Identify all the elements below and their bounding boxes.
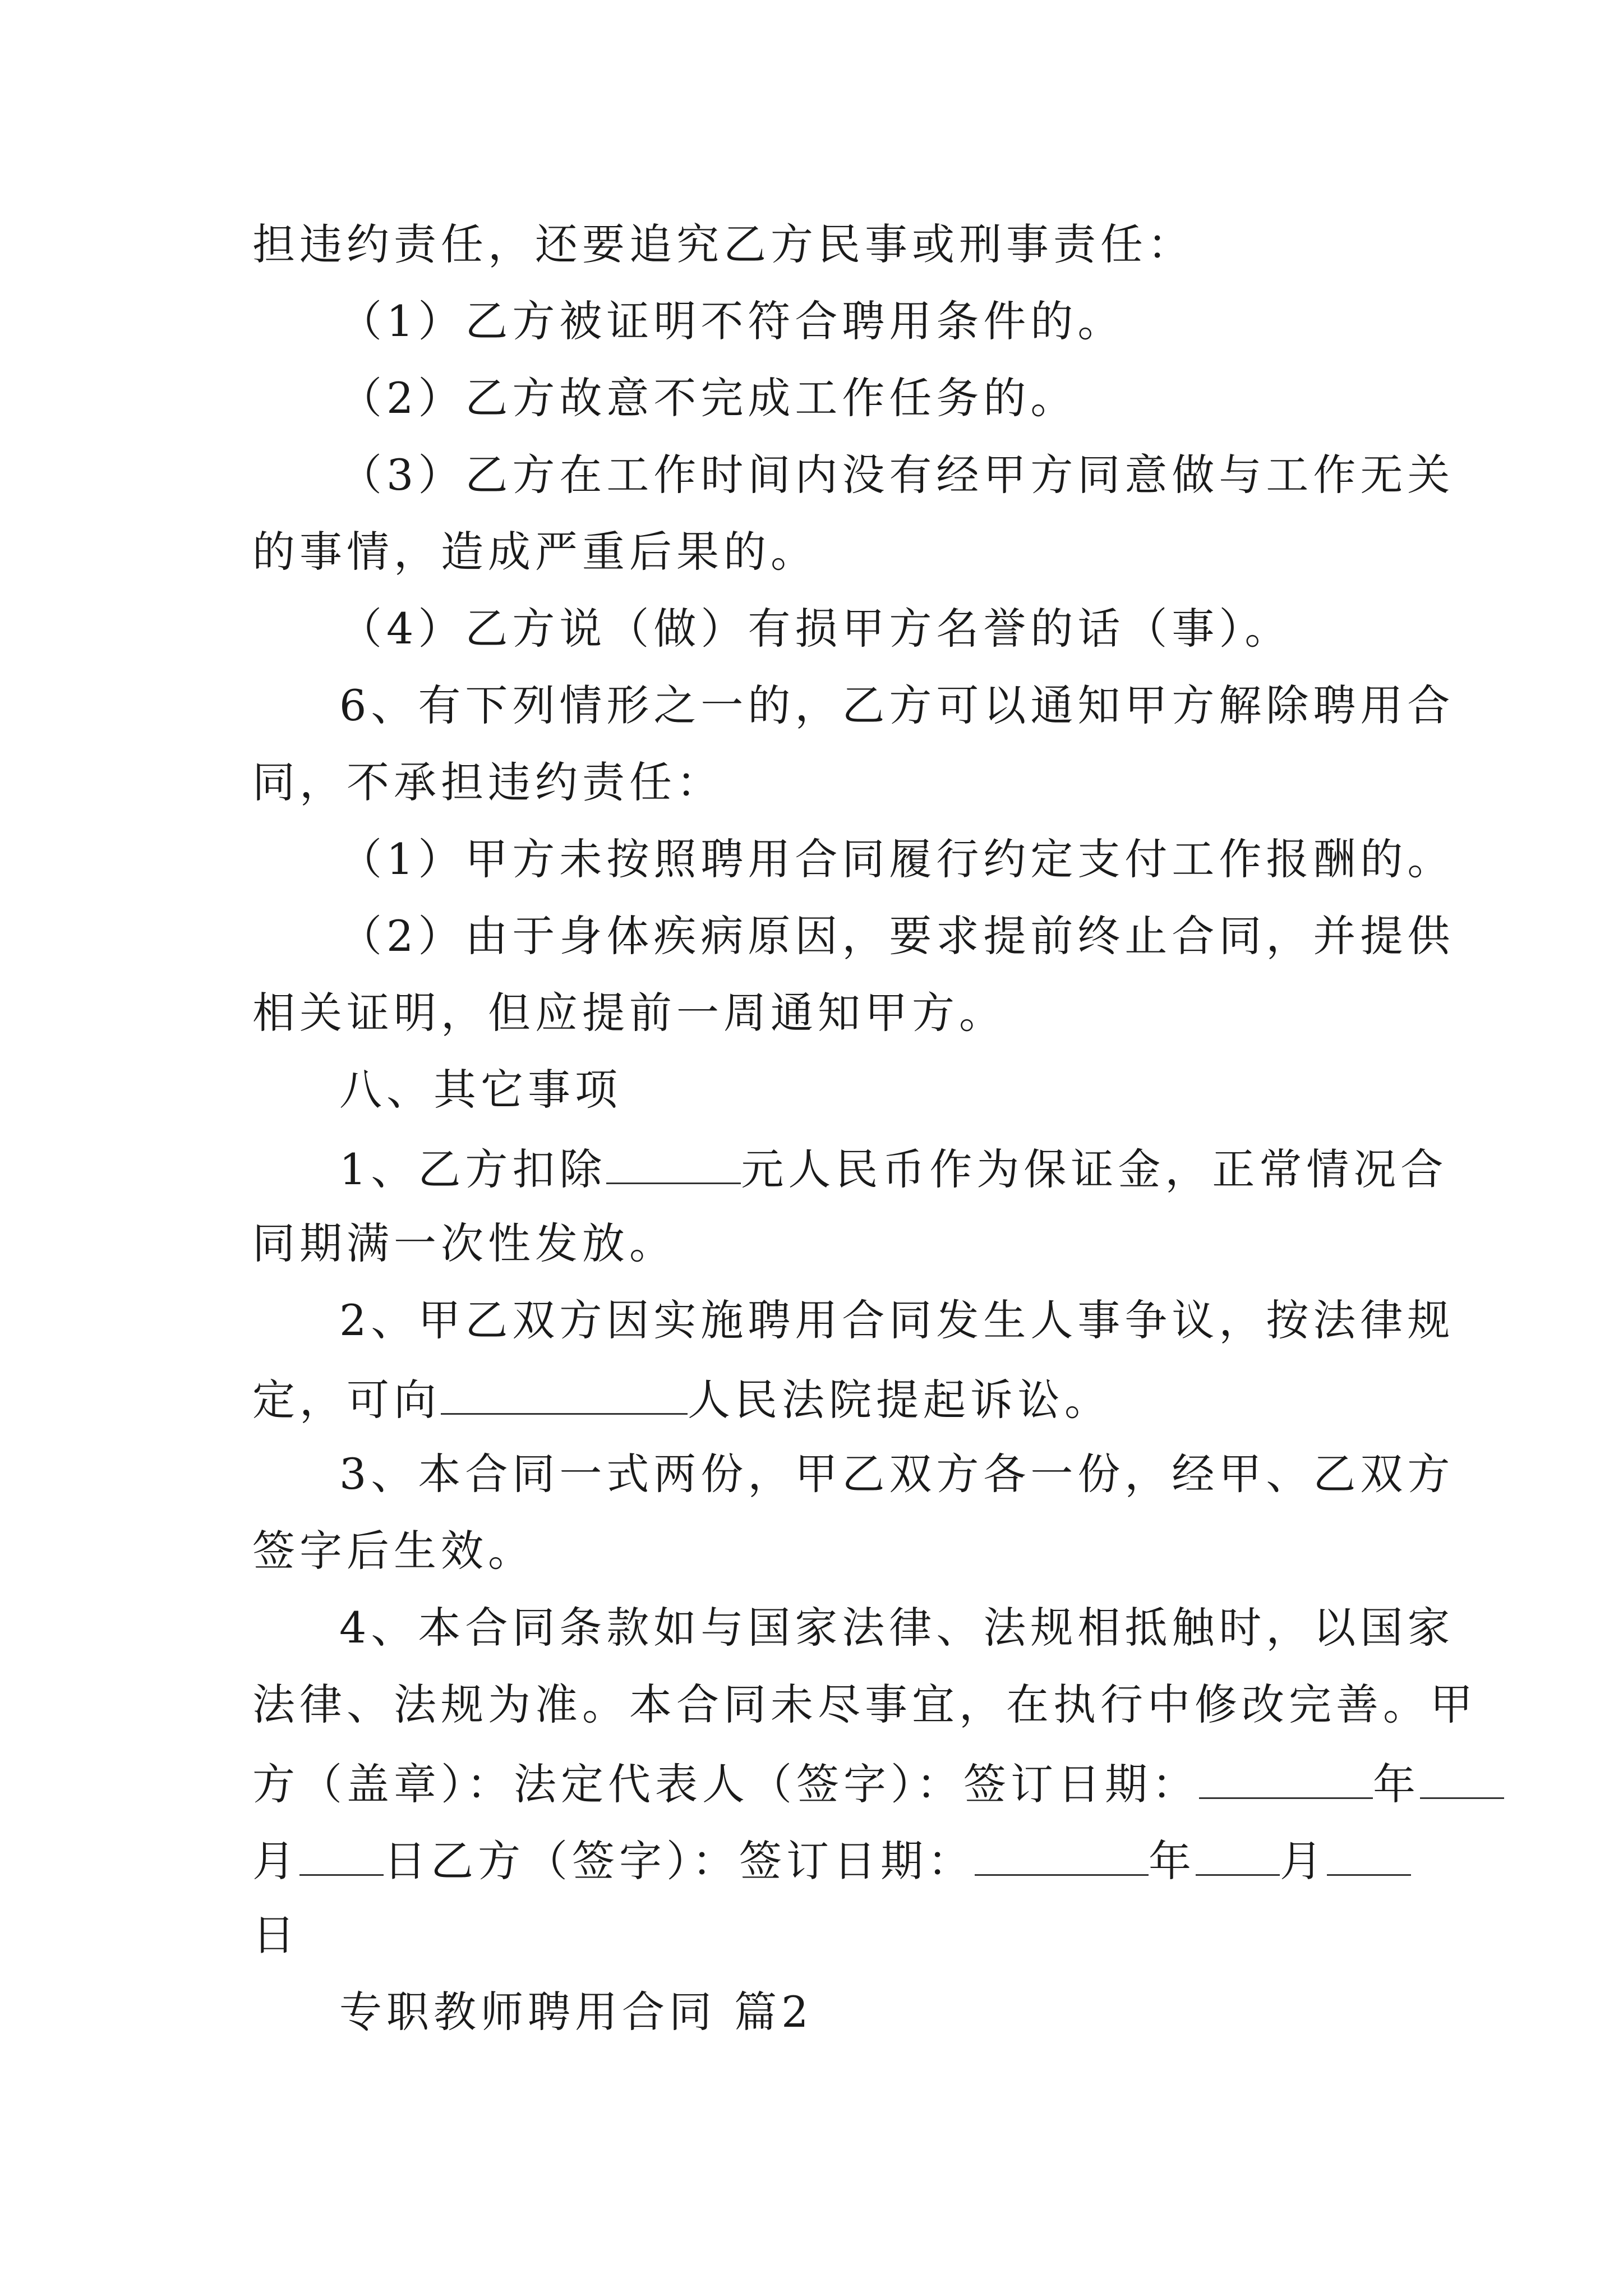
text-line: 2、甲乙双方因实施聘用合同发生人事争议，按法律规	[339, 1295, 1455, 1345]
text-line: 6、有下列情形之一的，乙方可以通知甲方解除聘用合	[339, 680, 1455, 730]
text-line: 签字后生效。	[252, 1526, 535, 1576]
text-line: 同，不承担违约责任：	[252, 757, 723, 807]
text-line: （2）由于身体疾病原因，要求提前终止合同，并提供	[339, 911, 1455, 961]
fill-in-blank	[1196, 1837, 1280, 1876]
fill-in-blank	[1199, 1760, 1373, 1799]
text-line: （1）甲方未按照聘用合同履行约定支付工作报酬的。	[339, 834, 1455, 884]
section-heading: 八、其它事项	[339, 1065, 622, 1115]
signature-line: 方（盖章）：法定代表人（签字）：签订日期： 年	[252, 1760, 1504, 1806]
text-line: （2）乙方故意不完成工作任务的。	[339, 373, 1078, 423]
text-line: 1、乙方扣除 元人民币作为保证金，正常情况合	[339, 1144, 1448, 1194]
document-title: 专职教师聘用合同 篇2	[339, 1987, 813, 2037]
text-line: 的事情，造成严重后果的。	[252, 527, 818, 577]
fill-in-blank	[1420, 1760, 1504, 1799]
text-line: 相关证明，但应提前一周通知甲方。	[252, 988, 1006, 1038]
text-line: （4）乙方说（做）有损甲方名誉的话（事）。	[339, 604, 1292, 654]
fill-in-blank	[441, 1376, 688, 1415]
signature-line: 月 日乙方（签字）：签订日期： 年 月	[252, 1837, 1411, 1883]
text-line: 4、本合同条款如与国家法律、法规相抵触时，以国家	[339, 1603, 1455, 1653]
text-line: 担违约责任，还要追究乙方民事或刑事责任：	[252, 219, 1195, 269]
text-line: 3、本合同一式两份，甲乙双方各一份，经甲、乙双方	[339, 1449, 1455, 1499]
fill-in-blank	[299, 1837, 384, 1876]
text-line: 同期满一次性发放。	[252, 1218, 676, 1268]
fill-in-blank	[975, 1837, 1149, 1876]
fill-in-blank	[606, 1145, 741, 1184]
text-line: （3）乙方在工作时间内没有经甲方同意做与工作无关	[339, 450, 1455, 500]
text-line: 定，可向 人民法院提起诉讼。	[252, 1375, 1112, 1425]
text-line: 日	[252, 1910, 299, 1960]
text-line: （1）乙方被证明不符合聘用条件的。	[339, 296, 1125, 346]
text-line: 法律、法规为准。本合同未尽事宜，在执行中修改完善。甲	[252, 1680, 1477, 1729]
fill-in-blank	[1327, 1837, 1411, 1876]
